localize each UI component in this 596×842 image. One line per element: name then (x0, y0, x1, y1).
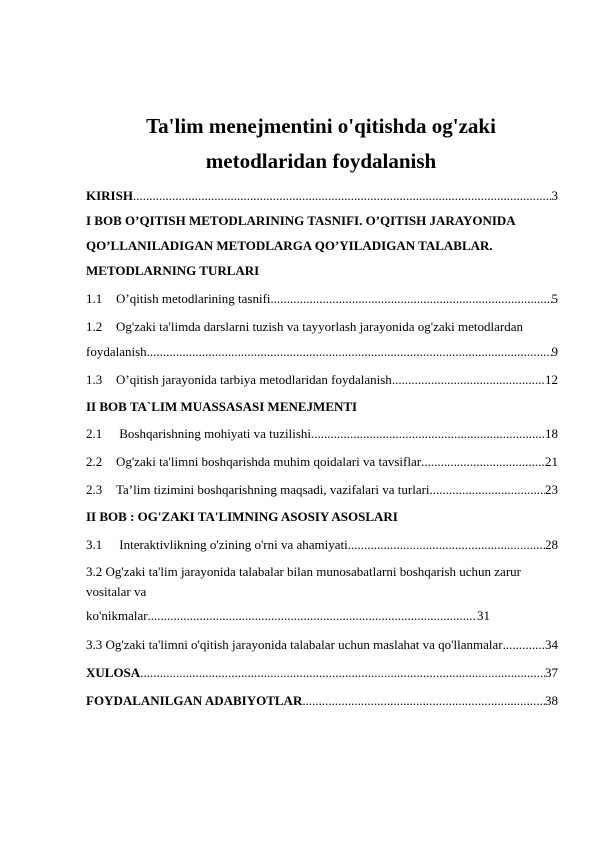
toc-entry-1-1[interactable] (86, 289, 558, 309)
toc-leader-dots (302, 691, 545, 711)
toc-section-number: 2.3 (86, 482, 103, 497)
toc-entry-2-2[interactable] (86, 452, 558, 472)
toc-section-number: 1.3 (86, 372, 103, 387)
toc-page-number: 18 (545, 426, 558, 441)
toc-leader-dots (271, 289, 552, 309)
toc-section-number: 1.2 (86, 319, 103, 334)
toc-entry-3-2-line-2[interactable]: vositalar va (86, 584, 147, 599)
toc-leader-dots (421, 452, 545, 472)
toc-leader-dots (140, 663, 545, 683)
toc-leader-dots (148, 606, 477, 626)
toc-label: Boshqarishning mohiyati va tuzilishi (116, 426, 311, 441)
toc-section-number: 3.1 (86, 537, 103, 552)
toc-page-number: 37 (545, 665, 558, 680)
toc-page-number: 31 (477, 608, 490, 623)
toc-leader-dots (503, 635, 545, 655)
toc-chapter-3[interactable]: II BOB : OG'ZAKI TA'LIMNING ASOSIY ASOSLARI (86, 509, 398, 524)
document-title-line-1: Ta'lim menejmentini o'qitishda og'zaki (146, 114, 496, 138)
toc-entry-2-1[interactable] (86, 424, 558, 444)
toc-page-number: 9 (551, 344, 558, 359)
toc-entry-3-2-line-1[interactable]: 3.2 Og'zaki ta'lim jarayonida talabalar bilan munosabatlarni boshqarish uchun zarur (86, 564, 521, 579)
toc-label: foydalanish (86, 344, 147, 359)
toc-chapter-1-line-3[interactable]: METODLARNING TURLARI (86, 263, 260, 278)
toc-leader-dots (147, 342, 552, 362)
toc-label: XULOSA (86, 665, 141, 680)
toc-label: FOYDALANILGAN ADABIYOTLAR (86, 693, 303, 708)
toc-page-number: 3 (551, 188, 558, 203)
toc-page-number: 5 (551, 291, 558, 306)
toc-label: O’qitish jarayonida tarbiya metodlaridan foydalanish (116, 372, 392, 387)
toc-section-number: 2.2 (86, 454, 103, 469)
toc-page-number: 28 (545, 537, 558, 552)
toc-entry-1-2-line-2[interactable] (86, 342, 558, 362)
document-title-line-2: metodlaridan foydalanish (205, 149, 437, 173)
toc-chapter-2[interactable]: II BOB TA`LIM MUASSASASI MENEJMENTI (86, 399, 358, 414)
toc-chapter-1-line-1[interactable]: I BOB O’QITISH METODLARINING TASNIFI. O’QITISH JARAYONIDA (86, 213, 516, 228)
toc-label: ko'nikmalar (86, 608, 148, 623)
toc-entry-xulosa[interactable] (86, 663, 558, 683)
toc-label: Ta’lim tizimini boshqarishning maqsadi, vazifalari va turlari (116, 482, 430, 497)
toc-entry-kirish[interactable] (86, 186, 558, 206)
toc-leader-dots (430, 480, 545, 500)
toc-page-number: 38 (545, 693, 558, 708)
toc-entry-1-2-line-1[interactable] (86, 317, 558, 337)
toc-label: 3.3 Og'zaki ta'limni o'qitish jarayonida talabalar uchun maslahat va qo'llanmalar (86, 637, 503, 652)
toc-entry-adabiyotlar[interactable] (86, 691, 558, 711)
toc-leader-dots (392, 370, 545, 390)
toc-section-number: 2.1 (86, 426, 103, 441)
toc-page-number: 21 (545, 454, 558, 469)
toc-page-number: 34 (545, 637, 558, 652)
toc-page-number: 12 (545, 372, 558, 387)
toc-entry-1-3[interactable] (86, 370, 558, 390)
toc-leader-dots (348, 535, 545, 555)
toc-leader-dots (133, 186, 552, 206)
toc-label: Og'zaki ta'limni boshqarishda muhim qoidalari va tavsiflar (116, 454, 422, 469)
toc-leader-dots (311, 424, 545, 444)
toc-label: KIRISH (86, 188, 133, 203)
toc-entry-3-3[interactable] (86, 635, 558, 655)
toc-chapter-1-line-2[interactable]: QO’LLANILADIGAN METODLARGA QO’YILADIGAN TALABLAR. (86, 238, 493, 253)
toc-entry-3-2-line-3[interactable] (86, 606, 490, 626)
toc-entry-3-1[interactable] (86, 535, 558, 555)
toc-label: O’qitish metodlarining tasnifi (116, 291, 271, 306)
toc-label: Og'zaki ta'limda darslarni tuzish va tayyorlash jarayonida og'zaki metodlardan (116, 319, 523, 334)
toc-label: Interaktivlikning o'zining o'rni va ahamiyati (116, 537, 348, 552)
toc-section-number: 1.1 (86, 291, 103, 306)
toc-page-number: 23 (545, 482, 558, 497)
toc-entry-2-3[interactable] (86, 480, 558, 500)
